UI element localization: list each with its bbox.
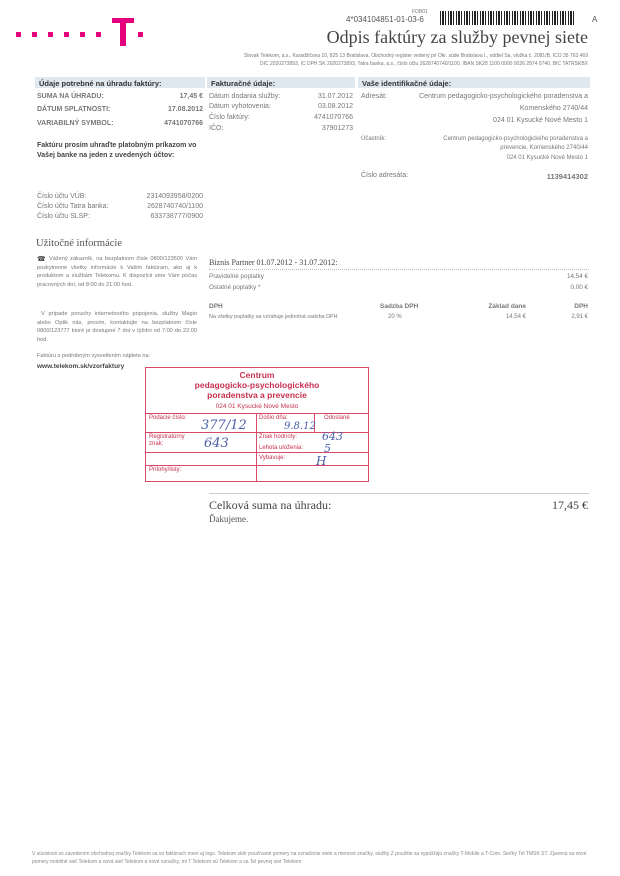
handwritten-retention: 5 <box>324 442 331 455</box>
stamp-label: Registratúrny znak: <box>149 434 185 447</box>
vat-row-amount: 2,91 € <box>571 314 588 320</box>
useful-info-para2: V prípade poruchy internetového pripojenia, služby Magio alebo Optik nás, prosím, kontaktujte na bezplatnom čísle 0800/123777 ktoré je dostupné 7 dní v týždni od 7:00 do 22:00 hod. <box>37 311 197 343</box>
registry-stamp <box>145 367 369 482</box>
stamp-label: Odoslané <box>324 415 350 421</box>
handwritten-received-date: 9.8.12 <box>284 421 316 432</box>
vat-row-base: 14,54 € <box>505 314 526 320</box>
variable-symbol-label: VARIABILNÝ SYMBOL: <box>37 120 114 127</box>
handwritten-value-mark: 643 <box>322 430 343 443</box>
address-line: Komenského 2740/44 <box>519 105 588 112</box>
stamp-label: Došlo dňa: <box>259 415 288 421</box>
total-value: 17,45 € <box>552 498 588 512</box>
holder-label: Účastník: <box>361 136 387 142</box>
amount-value: 17,45 € <box>179 93 203 100</box>
company-info-2: DIČ 2020273893, IČ DPH SK 2020273893, Tatra banka, a.s., číslo účtu 2628740740/1100, IBAN SK28 1100 0000 0026 2874 0740, BIC TATRSKBX <box>259 61 588 67</box>
handwritten-filing-number: 377/12 <box>201 418 247 433</box>
partner-heading: Biznis Partner 01.07.2012 - 31.07.2012: <box>209 258 338 267</box>
thanks-text: Ďakujeme. <box>209 514 249 524</box>
stamp-title-line: pedagogicko-psychologického <box>194 379 320 390</box>
handwritten-registry-mark: 643 <box>204 436 229 451</box>
barcode <box>440 11 575 25</box>
useful-info-para1: Vážený zákazník, na bezplatnom čísle 0800/123500 Vám poskytneme všetky informácie k Vašim faktúram, ako aj k produktom a službám Telekomu. K dispozícii sme Vám počas pracovných dní, od 8:00 do 21:00 hod. <box>37 256 197 288</box>
account-value: 633738777/0900 <box>150 213 203 220</box>
address-line: 024 01 Kysucké Nové Mesto 1 <box>493 117 588 124</box>
account-label: Číslo účtu Tatra banka: <box>37 203 109 210</box>
other-fees-label: Ostatné poplatky * <box>209 284 261 291</box>
total-divider <box>209 493 589 494</box>
delivery-date-label: Dátum dodania služby: <box>209 93 281 100</box>
holder-line: Centrum pedagogicko-psychologického poradenstva a <box>443 136 588 142</box>
total-label: Celková suma na úhradu: <box>209 498 332 512</box>
phone-icon: ☎ <box>37 256 46 263</box>
addressee-number-value: 1139414302 <box>546 172 588 181</box>
account-value: 2314093958/0200 <box>146 193 203 200</box>
holder-line: prevencie, Komenského 2740/44 <box>500 145 588 151</box>
document-id: 4*034104851-01-03-6 <box>346 15 424 24</box>
tax-base-col-header: Základ dane <box>488 303 526 310</box>
vat-amount-col-header: DPH <box>574 303 588 310</box>
regular-fees-label: Pravidelné poplatky <box>209 273 264 280</box>
ico-label: IČO: <box>209 125 224 132</box>
addressee-number-label: Číslo adresáta: <box>361 172 409 179</box>
address-line: Centrum pedagogicko-psychologického poradenstva a <box>419 93 588 100</box>
amount-label: SUMA NA ÚHRADU: <box>37 93 104 100</box>
stamp-label: Znak hodnoty: <box>259 434 298 440</box>
holder-line: 024 01 Kysucké Nové Mesto 1 <box>506 155 588 161</box>
telekom-logo <box>12 14 152 50</box>
account-label: Číslo účtu VÚB: <box>37 193 87 200</box>
addressee-label: Adresát: <box>361 93 388 100</box>
payment-note: Faktúru prosím uhraďte platobným príkazom vo Vašej banke na jeden z uvedených účtov: <box>37 142 197 159</box>
useful-info-para3: Faktúru s podrobným vysvetlením nájdete na: <box>37 353 151 359</box>
regular-fees-value: 14,54 € <box>566 273 588 280</box>
variable-symbol-value: 4741070766 <box>164 120 203 127</box>
stamp-label: Vybavuje: <box>259 455 286 461</box>
stamp-label: Lehota uloženia: <box>259 445 304 451</box>
stamp-address: 024 01 Kysucké Nové Mesto <box>215 403 299 410</box>
due-date-value: 17.08.2012 <box>167 106 203 113</box>
vat-row-rate: 20 % <box>388 314 402 320</box>
account-value: 2628740740/1100 <box>147 203 203 210</box>
document-title: Odpis faktúry za služby pevnej siete <box>326 27 588 47</box>
other-fees-value: 0,00 € <box>570 284 588 291</box>
identity-heading: Vaše identifikačné údaje: <box>358 77 590 88</box>
form-code: FOB01 <box>412 9 428 15</box>
invoice-number-value: 4741070766 <box>314 114 353 121</box>
issue-date-label: Dátum vyhotovenia: <box>209 103 271 110</box>
delivery-date-value: 31.07.2012 <box>317 93 353 100</box>
partner-underline <box>209 269 589 270</box>
stamp-title-line: Centrum <box>239 370 275 380</box>
useful-info-heading: Užitočné informácie <box>36 238 122 249</box>
issue-date-value: 03.08.2012 <box>317 103 353 110</box>
detailed-invoice-link[interactable]: www.telekom.sk/vzorfaktury <box>37 363 125 370</box>
vat-row-description: Na všetky poplatky sa vzťahuje jednotná sadzba DPH <box>209 314 338 320</box>
invoice-number-label: Číslo faktúry: <box>209 114 250 121</box>
due-date-label: DÁTUM SPLATNOSTI: <box>37 106 111 113</box>
stamp-label: Prílohy/listy: <box>149 467 182 473</box>
company-info-1: Slovak Telekom, a.s., Karadžičova 10, 825 13 Bratislava, Obchodný register vedený pri Okr. súde Bratislava I., oddiel Sa, vložka č. 2081/B, IČO 35 763 469 <box>244 53 588 59</box>
payment-heading: Údaje potrebné na úhradu faktúry: <box>35 77 205 88</box>
stamp-title-line: poradenstva a prevencie <box>207 389 307 400</box>
footer-note: V súvislosti so zavedením obchodnej značky Telekom sa vo faktúrach mení aj logo. Telekom skôr používané pomery na označenie siete a menové značky, služby Z použitie sa vypúšťajú značky T-Mobile a T-Com. Sieťky Tel TMSK ST. Zjavenú sa nové pomery mobilné sieť Telekom a nová sieť Telekom a nové označky, mi T Telekom sú Telekom a sa Tel pevnej siet Telekom <box>32 851 587 865</box>
vat-rate-col-header: Sadzba DPH <box>380 303 419 310</box>
stamp-label: Podacie číslo: <box>149 415 187 421</box>
page-letter: A <box>592 15 598 24</box>
ico-value: 37901273 <box>321 125 353 132</box>
handwritten-initials: H <box>316 454 327 468</box>
account-label: Číslo účtu SLSP: <box>37 213 90 220</box>
vat-col-header: DPH <box>209 303 223 310</box>
invoice-heading: Fakturačné údaje: <box>207 77 355 88</box>
